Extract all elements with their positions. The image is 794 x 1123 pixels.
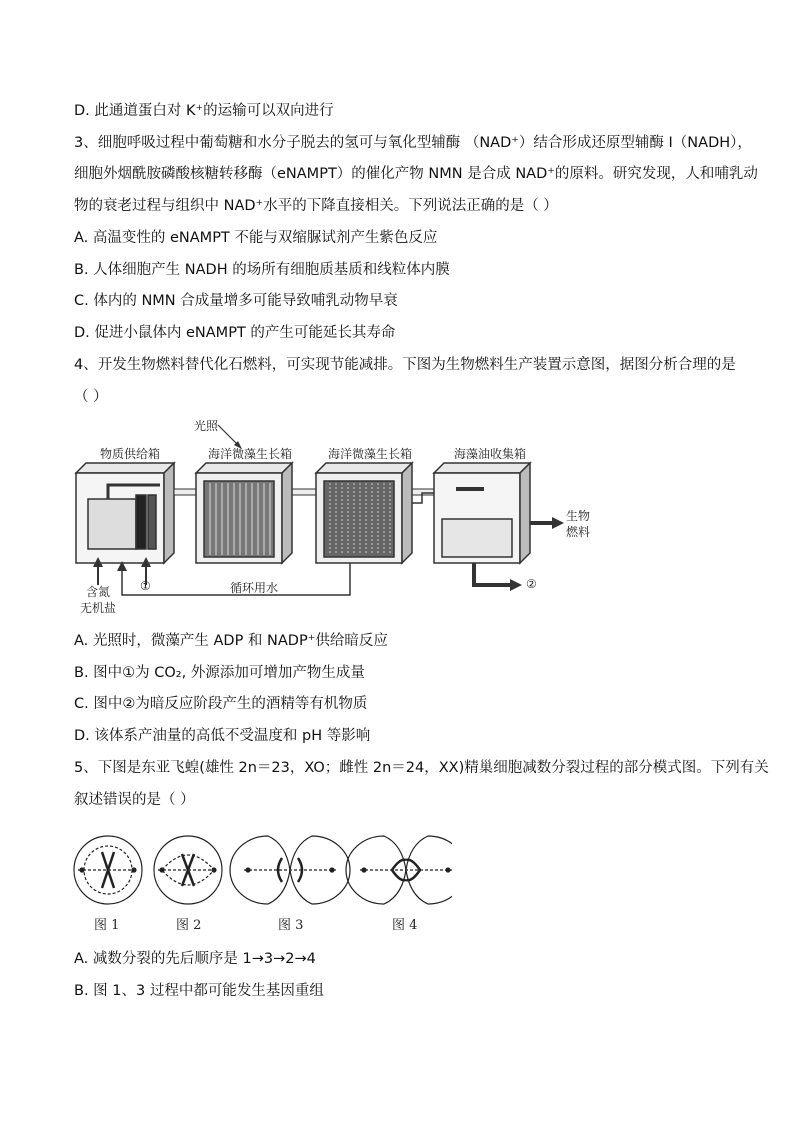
caption-fig4: 图 4 [392, 918, 418, 933]
q3-stem-line2: 细胞外烟酰胺磷酸核糖转移酶（eNAMPT）的催化产物 NMN 是合成 NAD⁺的原料。研究发现，人和哺乳动 [74, 166, 758, 182]
q2-option-d: D. 此通道蛋白对 K⁺的运输可以双向进行 [74, 103, 334, 119]
oil-collect-box [434, 463, 530, 563]
q3-option-a: A. 高温变性的 eNAMPT 不能与双缩脲试剂产生紫色反应 [74, 230, 438, 246]
meiosis-figure [72, 830, 452, 934]
q4-option-a: A. 光照时，微藻产生 ADP 和 NADP⁺供给暗反应 [74, 633, 388, 649]
cell-fig3 [230, 836, 350, 904]
q5-option-b: B. 图 1、3 过程中都可能发生基因重组 [74, 983, 324, 999]
box3-label: 海洋微藻生长箱 [328, 447, 413, 461]
growth-box-1 [196, 463, 292, 563]
cell-fig1 [74, 836, 142, 904]
box2-label: 海洋微藻生长箱 [208, 447, 293, 461]
growth-box-2 [316, 463, 412, 563]
q3-option-c: C. 体内的 NMN 合成量增多可能导致哺乳动物早衰 [74, 293, 398, 309]
q3-stem-line1: 3、细胞呼吸过程中葡萄糖和水分子脱去的氢可与氧化型辅酶 （NAD⁺）结合形成还原型辅酶 I（NADH）， [74, 135, 752, 151]
q5-stem-line2: 叙述错误的是（ ） [74, 792, 195, 808]
mark-1: ① [140, 579, 151, 593]
cell-fig2 [154, 836, 222, 904]
supply-box [76, 463, 174, 563]
q4-stem-line1: 4、开发生物燃料替代化石燃料，可实现节能减排。下图为生物燃料生产装置示意图，据图分析合理的是 [74, 357, 736, 373]
water-label: 循环用水 [230, 581, 279, 595]
q4-option-d: D. 该体系产油量的高低不受温度和 pH 等影响 [74, 728, 371, 744]
caption-fig1: 图 1 [94, 918, 120, 933]
q4-option-b: B. 图中①为 CO₂, 外源添加可增加产物生成量 [74, 665, 365, 681]
caption-fig2: 图 2 [176, 918, 202, 933]
cell-fig4 [346, 836, 452, 904]
q3-stem-line3: 物的衰老过程与组织中 NAD⁺水平的下降直接相关。下列说法正确的是（ ） [74, 198, 558, 214]
q4-option-c: C. 图中②为暗反应阶段产生的酒精等有机物质 [74, 696, 368, 712]
meiosis-cells-drawing [72, 830, 452, 910]
input-label-2: 无机盐 [80, 601, 117, 615]
box4-label: 海藻油收集箱 [454, 447, 527, 461]
output-label-2: 燃料 [566, 525, 591, 539]
biofuel-apparatus-figure [70, 415, 630, 615]
box1-label: 物质供给箱 [100, 447, 161, 461]
q4-stem-line2: （ ） [74, 389, 108, 405]
q5-option-a: A. 减数分裂的先后顺序是 1→3→2→4 [74, 951, 316, 967]
input-label-1: 含氮 [86, 585, 111, 599]
caption-fig3: 图 3 [278, 918, 304, 933]
q3-option-b: B. 人体细胞产生 NADH 的场所有细胞质基质和线粒体内膜 [74, 262, 450, 278]
q3-option-d: D. 促进小鼠体内 eNAMPT 的产生可能延长其寿命 [74, 325, 396, 341]
light-label: 光照 [194, 419, 219, 433]
q5-stem-line1: 5、下图是东亚飞蝗(雄性 2n＝23，XO；雌性 2n＝24，XX)精巢细胞减数分裂过程的部分模式图。下列有关 [74, 760, 769, 776]
mark-2: ② [526, 577, 537, 591]
output-label-1: 生物 [566, 509, 591, 523]
